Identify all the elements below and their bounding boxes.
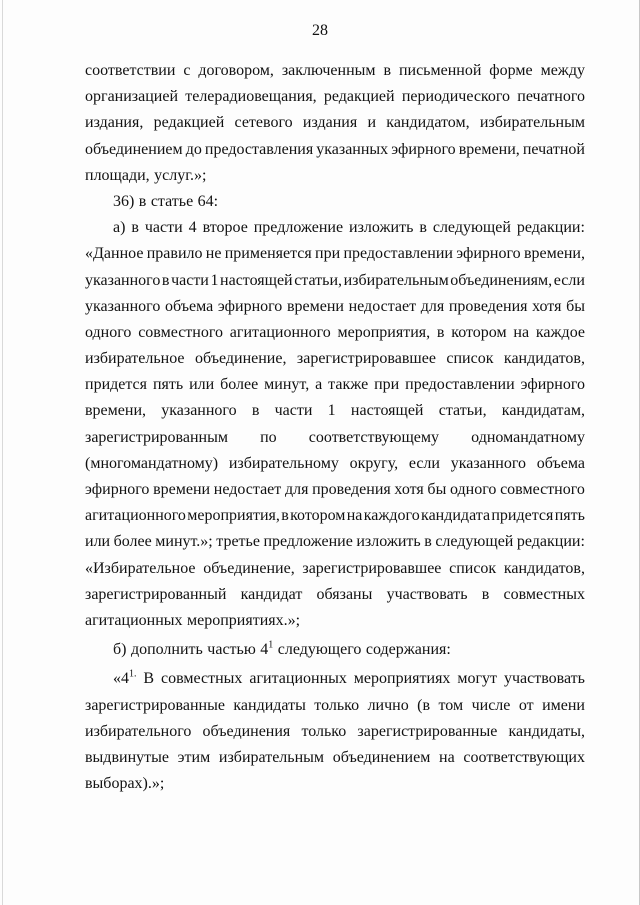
word: изложить [356,533,421,551]
word: соответствующих [463,748,585,766]
word: на [439,748,455,766]
word: участвовать [503,670,585,688]
word: объединение, [203,559,295,577]
text-line [85,637,585,663]
word: издания, [85,114,144,132]
word: указанного [450,454,527,472]
word: совместного [500,481,585,498]
word: недостает [213,481,282,498]
text-line [85,294,585,320]
word: правило [146,245,203,263]
word: объединением [332,748,431,766]
word: части [171,271,209,289]
word: предложение [253,219,344,237]
word: части [144,219,183,237]
word: избирательного [85,722,192,740]
text-line [85,241,585,267]
word: выдвинутые [85,748,169,766]
word: заключенным [281,62,376,79]
text-line [85,666,585,692]
word: каждого [363,507,420,525]
word: если [553,271,585,289]
text-line [85,215,585,241]
word: эфирного [217,297,283,315]
text-line [85,268,585,294]
word: объединения [202,722,291,740]
word: договором, [198,62,274,79]
word: обязаны [316,585,373,603]
word: 36) [113,192,135,210]
word: объема [164,297,214,315]
word: в [131,219,139,237]
word: части [274,402,313,420]
word: в [161,271,170,289]
text-line [85,163,585,189]
word: телерадиовещания, [185,88,317,106]
word: письменной [398,62,482,79]
word: сетевого [234,114,293,132]
word: 1 [210,271,219,289]
text-line [85,58,585,84]
text-line [85,84,585,110]
word: времени, [85,402,147,420]
word: более [220,376,259,394]
word: предоставлении [405,376,515,394]
text-line [85,137,585,163]
word: зарегистрировавшее [302,559,442,577]
word: объединением [85,140,183,158]
word: эфирного [456,245,521,263]
word: проведения [312,481,391,498]
word: только [314,696,360,714]
word: совместного [138,323,224,341]
word: мероприятия, [337,323,431,341]
text-line [85,745,585,771]
word: 1 [327,402,336,420]
word: при [374,376,400,394]
text-line [85,582,585,608]
superscript: 1. [129,668,137,680]
word: для [420,297,445,315]
text-line [85,451,585,477]
text-line [85,320,585,346]
text-line [85,346,585,372]
text-line [85,529,585,555]
word: избирательному [228,454,339,472]
text-line [85,425,585,451]
word: список [446,350,494,368]
word: зарегистрировавшее [296,350,436,368]
text-line [85,693,585,719]
word: мероприятиях.»; [186,611,301,629]
word: в [419,219,427,237]
word: печатной [522,140,585,158]
word: кандидатов, [503,350,585,368]
word: изложить [349,219,414,237]
word: от [518,696,534,714]
word: статьи, [438,402,487,420]
text-line [85,503,585,529]
word: избирательным [479,114,585,132]
word: агитационного [229,323,331,341]
word: зарегистрированный [85,585,227,603]
word: редакции: [516,219,585,237]
word: следующей [435,533,514,551]
word: частью [207,641,256,659]
word: «Данное [85,245,144,263]
word: указанного [85,297,161,315]
word: с [183,62,191,79]
word: в [251,402,260,420]
word: указанных [316,140,389,158]
word: а [315,376,323,394]
word: времени, [458,140,520,158]
word: второе [202,219,248,237]
word: объединениям, [450,271,553,289]
word: редакции: [516,533,585,551]
word: эфирного [391,140,456,158]
text-line [85,477,585,503]
word: (многомандатному) [85,454,219,472]
word: $4^1$ [260,639,274,659]
word: агитационных [85,611,183,629]
word: кандидаты [233,696,306,714]
text-line [85,110,585,136]
word: избирательным [218,748,325,766]
word: в [138,192,147,210]
word: мероприятиях [353,670,451,688]
word: соответствии [85,62,176,79]
text-line [85,608,585,634]
word: округу, [349,454,399,472]
word: в [383,62,392,79]
word: следующей [432,219,511,237]
text-line [85,556,585,582]
word: числе [471,696,511,714]
word: объема [536,454,585,472]
word: недостает [348,297,417,315]
word: одного [85,323,132,341]
word: «Избирательное [85,559,196,577]
word: бы [566,297,585,315]
word: совместных [503,585,585,603]
word: избирательное [85,350,185,368]
word: настоящей [220,271,293,289]
word: б) [113,641,127,659]
word: хотя [532,297,562,315]
word: в [281,507,289,525]
text-line [85,372,585,398]
word: соответствующему [308,428,440,446]
word: а) [113,219,126,237]
word: минут.»; [155,533,213,551]
word: площади, [85,166,150,184]
word: котором [451,323,507,341]
word: каждое [535,323,585,341]
word: предоставлении [343,245,453,263]
word: зарегистрированные [357,722,498,740]
word: или [189,376,215,394]
word: редакцией [323,88,395,106]
word: кандидат [240,585,303,603]
page-number: 28 [312,22,328,39]
word: на [513,323,530,341]
word: одномандатному [471,428,585,446]
word: пять [152,376,184,394]
word: пять [554,507,585,525]
word: 4 [188,219,197,237]
word: при [315,245,341,263]
word: дополнить [130,641,203,659]
word: эфирного [85,481,150,498]
word: в [424,533,432,551]
word: и [367,114,377,132]
word: не [205,245,222,263]
word: или [85,533,111,551]
page-edge-line [2,0,3,905]
word: в [481,585,490,603]
text-line [85,771,585,797]
word: мероприятия, [187,507,280,525]
word: лично [367,696,409,714]
word: кандидаты, [508,722,585,740]
word: издания [302,114,358,132]
document-body [85,58,585,797]
word: содержания: [365,641,451,659]
word: на [346,507,363,525]
word: только [301,722,347,740]
word: применяется [224,245,312,263]
text-line [85,719,585,745]
word: в [436,323,445,341]
word: предоставления [204,140,314,158]
word: если [408,454,440,472]
word: более [113,533,152,551]
word: времени [286,297,344,315]
word: котором [290,507,346,525]
word: придется [85,376,148,394]
word: кандидатов, [503,559,585,577]
word: кандидатом, [386,114,470,132]
word: придется [491,507,554,525]
word: редакцией [153,114,225,132]
word: услуг.»; [154,166,207,184]
word: предложение [263,533,353,551]
word: между [540,62,585,79]
word: 64: [197,192,219,210]
word: (в [417,696,431,714]
word: объединение, [194,350,287,368]
word: для [284,481,309,498]
text-line [85,398,585,424]
word: агитационного [85,507,186,525]
word: участвовать [386,585,468,603]
word: времени [153,481,211,498]
word: времени, [523,245,585,263]
word: могут [457,670,498,688]
word: форме [489,62,533,79]
word: этим [177,748,211,766]
word: следующего [277,641,362,659]
word: зарегистрированным [85,428,228,446]
word: «$4^{1.}$ [113,668,137,688]
word: проведения [448,297,528,315]
word: минут, [264,376,310,394]
word: третье [216,533,260,551]
word: бы [427,481,447,498]
word: агитационных [249,670,347,688]
word: зарегистрированные [85,696,225,714]
word: выборах).»; [85,775,165,793]
word: одного [449,481,497,498]
word: избирательным [343,271,449,289]
word: периодического [401,88,511,106]
word: статье [150,192,194,210]
superscript: 1 [268,639,274,651]
word: том [438,696,464,714]
word: хотя [394,481,424,498]
word: печатного [517,88,585,106]
word: до [185,140,202,158]
word: по [260,428,277,446]
word: В [143,670,155,688]
word: кандидата [421,507,491,525]
word: настоящей [350,402,424,420]
word: также [328,376,369,394]
word: указанного [161,402,237,420]
word: организацией [85,88,178,106]
text-line [85,189,585,215]
word: кандидатам, [501,402,585,420]
word: указанного [85,271,161,289]
word: статьи, [294,271,343,289]
word: список [449,559,497,577]
word: совместных [161,670,243,688]
word: имени [542,696,585,714]
word: эфирного [520,376,585,394]
